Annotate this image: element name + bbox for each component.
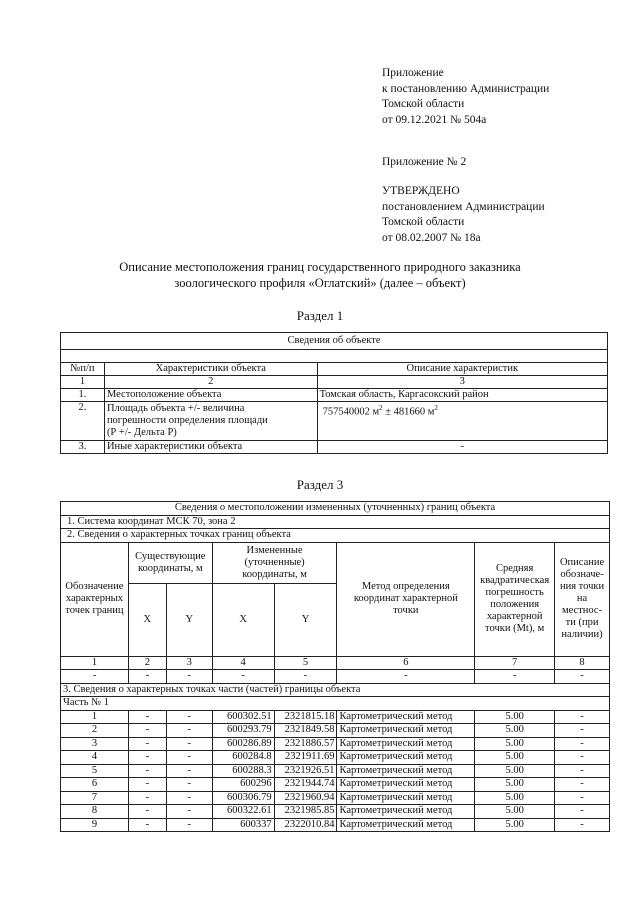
number-row [61, 376, 608, 389]
cell-existing-x: - [128, 764, 166, 778]
table-row [61, 791, 610, 805]
cell-point-id: 1 [61, 710, 129, 724]
cell-changed-y: 2321911.69 [274, 751, 337, 765]
annex-header [382, 66, 549, 128]
cell-method: Картометрический метод [337, 791, 475, 805]
dash-row [61, 670, 610, 684]
boundary-points-table [60, 501, 610, 832]
cell-changed-x: 600306.79 [212, 791, 274, 805]
cell-method: Картометрический метод [337, 710, 475, 724]
header-line: точки [393, 605, 419, 616]
points-body [61, 710, 610, 832]
header-line: наличии) [561, 629, 603, 640]
table-row [61, 710, 610, 724]
header-line: положения [490, 599, 540, 610]
header-description [555, 542, 610, 656]
cell-accuracy: 5.00 [475, 805, 555, 819]
dash-cell: - [128, 670, 166, 684]
annex-header-line: от 09.12.2021 № 504а [382, 113, 487, 126]
cell-method: Картометрический метод [337, 764, 475, 778]
header-line: Описание [559, 557, 605, 568]
cell-point-id: 2 [61, 724, 129, 738]
dash-cell: - [166, 670, 212, 684]
document-title [40, 259, 600, 291]
cell-accuracy: 5.00 [475, 791, 555, 805]
cell-existing-x: - [128, 818, 166, 832]
cell-description: - [555, 805, 610, 819]
header-line: квадратическая [480, 575, 550, 586]
cell-accuracy: 5.00 [475, 751, 555, 765]
cell-existing-y: - [166, 818, 212, 832]
cell-existing-x: - [128, 751, 166, 765]
table-row [61, 805, 610, 819]
annex-number-text: Приложение № 2 [382, 156, 467, 168]
column-number: 1 [61, 656, 129, 670]
approved-line: УТВЕРЖДЕНО [382, 185, 460, 197]
annex-header-line: Томской области [382, 98, 465, 110]
header-cell: Описание характеристик [317, 363, 607, 376]
row-value: - [317, 441, 607, 454]
dash-cell: - [212, 670, 274, 684]
header-line: ния точки [559, 581, 605, 592]
cell-existing-x: - [128, 710, 166, 724]
table-row [61, 737, 610, 751]
cell-existing-x: - [128, 724, 166, 738]
cell-changed-x: 600288.3 [212, 764, 274, 778]
header-changed-coords [212, 542, 337, 583]
header-row [61, 542, 610, 583]
number-cell: 3 [317, 376, 607, 389]
column-number-row [61, 656, 610, 670]
points-caption-row [61, 529, 610, 543]
header-point-designation [61, 542, 129, 656]
header-line: координат характерной [353, 593, 458, 604]
cell-changed-x: 600284.8 [212, 751, 274, 765]
cell-accuracy: 5.00 [475, 764, 555, 778]
header-line: Метод определения [361, 581, 450, 592]
column-number: 2 [128, 656, 166, 670]
cell-point-id: 5 [61, 764, 129, 778]
cell-accuracy: 5.00 [475, 710, 555, 724]
cell-existing-y: - [166, 710, 212, 724]
cell-point-id: 4 [61, 751, 129, 765]
row-name [104, 402, 317, 441]
header-y: Y [166, 583, 212, 656]
number-cell: 2 [104, 376, 317, 389]
header-existing-coords [128, 542, 212, 583]
header-accuracy [475, 542, 555, 656]
header-line: на [576, 593, 588, 604]
annex-number [382, 155, 466, 171]
cell-accuracy: 5.00 [475, 737, 555, 751]
cell-changed-y: 2321886.57 [274, 737, 337, 751]
header-line: местнос- [561, 605, 603, 616]
document-title-line: Описание местоположения границ государственного природного заказника [119, 260, 521, 274]
cell-point-id: 7 [61, 791, 129, 805]
row-name-line: погрешности определения площади [106, 415, 268, 426]
cell-changed-y: 2322010.84 [274, 818, 337, 832]
table-caption: Сведения о местоположении измененных (уточненных) границ объекта [61, 502, 610, 516]
cell-description: - [555, 818, 610, 832]
cell-description: - [555, 737, 610, 751]
dash-cell: - [475, 670, 555, 684]
table-row [61, 818, 610, 832]
table-caption-row [61, 333, 608, 350]
annex-header-line: Приложение [382, 67, 444, 79]
part-caption-row [61, 683, 610, 697]
cell-method: Картометрический метод [337, 805, 475, 819]
row-name-line: Площадь объекта +/- величина [106, 403, 245, 414]
header-cell: №п/п [61, 363, 105, 376]
area-error-unit-sup: 2 [434, 404, 438, 412]
cell-existing-x: - [128, 737, 166, 751]
table-row [61, 764, 610, 778]
approved-line: постановлением Администрации [382, 200, 545, 213]
row-number: 2. [61, 402, 105, 441]
row-name: Иные характеристики объекта [104, 441, 317, 454]
header-line: координаты, м [137, 562, 203, 574]
table-row [61, 778, 610, 792]
dash-cell: - [61, 670, 129, 684]
cell-existing-y: - [166, 737, 212, 751]
cell-changed-x: 600286.89 [212, 737, 274, 751]
cell-changed-y: 2321849.58 [274, 724, 337, 738]
cell-existing-y: - [166, 778, 212, 792]
column-number: 5 [274, 656, 337, 670]
spacer-row [61, 350, 608, 363]
cell-accuracy: 5.00 [475, 724, 555, 738]
area-value: 757540002 м [322, 406, 380, 418]
cell-point-id: 8 [61, 805, 129, 819]
header-line: погрешность [485, 587, 544, 598]
cell-changed-x: 600322.61 [212, 805, 274, 819]
part-caption: 3. Сведения о характерных точках части (частей) границы объекта [61, 683, 610, 697]
table-row [61, 751, 610, 765]
approved-line: от 08.02.2007 № 18а [382, 231, 481, 244]
area-error: ± 481660 м [382, 406, 435, 418]
cell-changed-x: 600293.79 [212, 724, 274, 738]
cell-description: - [555, 751, 610, 765]
header-line: (уточненные) [244, 556, 305, 568]
cell-method: Картометрический метод [337, 818, 475, 832]
row-value: Томская область, Каргасокский район [317, 389, 607, 402]
header-line: Измененные [246, 544, 303, 556]
cell-method: Картометрический метод [337, 778, 475, 792]
cell-existing-y: - [166, 751, 212, 765]
dash-cell: - [555, 670, 610, 684]
header-line: Обозначение [65, 581, 124, 592]
table-row [61, 389, 608, 402]
cell-accuracy: 5.00 [475, 818, 555, 832]
dash-cell: - [274, 670, 337, 684]
cell-changed-y: 2321960.94 [274, 791, 337, 805]
cell-accuracy: 5.00 [475, 778, 555, 792]
header-row [61, 363, 608, 376]
row-number: 1. [61, 389, 105, 402]
cell-existing-y: - [166, 764, 212, 778]
cell-existing-y: - [166, 791, 212, 805]
cell-description: - [555, 764, 610, 778]
header-line: обозначе- [560, 569, 604, 580]
header-line: точек границ [65, 605, 124, 616]
cell-changed-y: 2321815.18 [274, 710, 337, 724]
cell-point-id: 6 [61, 778, 129, 792]
header-x: X [128, 583, 166, 656]
row-value [317, 402, 607, 441]
table-row [61, 724, 610, 738]
cell-point-id: 9 [61, 818, 129, 832]
cell-description: - [555, 791, 610, 805]
header-line: характерных [65, 593, 123, 604]
table-caption: Сведения об объекте [61, 333, 608, 350]
cell-existing-x: - [128, 778, 166, 792]
cell-existing-x: - [128, 791, 166, 805]
coordinate-system: 1. Система координат МСК 70, зона 2 [61, 515, 610, 529]
header-line: характерной [486, 611, 543, 622]
section3-title: Раздел 3 [296, 477, 344, 492]
cell-existing-x: - [128, 805, 166, 819]
spacer-cell [61, 350, 608, 363]
cell-changed-y: 2321985.85 [274, 805, 337, 819]
cell-changed-x: 600302.51 [212, 710, 274, 724]
dash-cell: - [337, 670, 475, 684]
area-unit-sup: 2 [379, 404, 383, 412]
part-label-row [61, 697, 610, 711]
row-name: Местоположение объекта [104, 389, 317, 402]
cell-description: - [555, 778, 610, 792]
header-line: точки (Mt), м [485, 623, 545, 634]
cell-method: Картометрический метод [337, 737, 475, 751]
object-info-table [60, 332, 608, 454]
header-line: ти (при [565, 617, 599, 628]
cell-method: Картометрический метод [337, 751, 475, 765]
points-caption: 2. Сведения о характерных точках границ объекта [61, 529, 610, 543]
number-cell: 1 [61, 376, 105, 389]
approved-block [382, 184, 545, 246]
table-caption-row [61, 502, 610, 516]
header-line: Средняя [495, 563, 534, 574]
cell-existing-y: - [166, 724, 212, 738]
part-label: Часть № 1 [61, 697, 610, 711]
system-row [61, 515, 610, 529]
column-number: 6 [337, 656, 475, 670]
cell-changed-y: 2321944.74 [274, 778, 337, 792]
column-number: 3 [166, 656, 212, 670]
cell-point-id: 3 [61, 737, 129, 751]
column-number: 7 [475, 656, 555, 670]
header-cell: Характеристики объекта [104, 363, 317, 376]
row-number: 3. [61, 441, 105, 454]
column-number: 8 [555, 656, 610, 670]
cell-description: - [555, 724, 610, 738]
approved-line: Томской области [382, 216, 465, 228]
header-line: координаты, м [242, 568, 307, 580]
header-line: Существующие [135, 550, 206, 562]
cell-changed-x: 600296 [212, 778, 274, 792]
table-row [61, 402, 608, 441]
header-x: X [212, 583, 274, 656]
annex-header-line: к постановлению Администрации [382, 82, 550, 95]
header-y: Y [274, 583, 337, 656]
column-number: 4 [212, 656, 274, 670]
cell-changed-x: 600337 [212, 818, 274, 832]
cell-existing-y: - [166, 805, 212, 819]
row-name-line: (Р +/- Дельта Р) [106, 427, 177, 438]
header-method [337, 542, 475, 656]
cell-changed-y: 2321926.51 [274, 764, 337, 778]
table-row [61, 441, 608, 454]
cell-description: - [555, 710, 610, 724]
section1-title: Раздел 1 [296, 308, 344, 323]
cell-method: Картометрический метод [337, 724, 475, 738]
document-title-line: зоологического профиля «Оглатский» (далее – объект) [174, 276, 466, 290]
